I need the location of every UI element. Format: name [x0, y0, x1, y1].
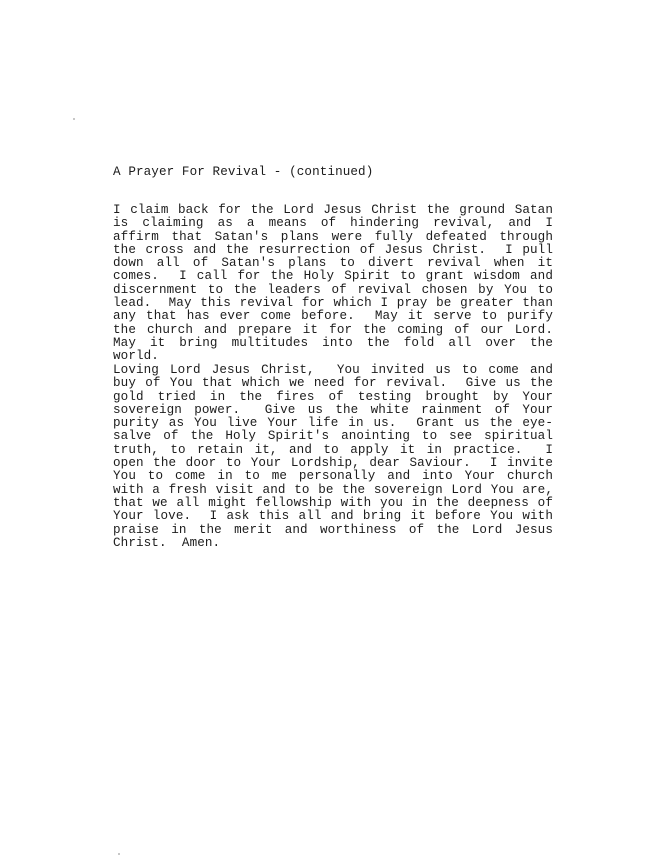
paragraph-line: buy of You that which we need for revival. Give us the	[113, 376, 553, 391]
paragraph-line: comes. I call for the Holy Spirit to grant wisdom and	[113, 269, 553, 284]
paragraph-line: the cross and the resurrection of Jesus Christ. I pull	[113, 242, 553, 257]
paragraph-line: is claiming as a means of hindering revival, and I	[113, 216, 553, 231]
paragraph-line: May it bring multitudes into the fold all over the	[113, 335, 553, 350]
paragraph-line: truth, to retain it, and to apply it in practice. I	[113, 442, 553, 457]
scan-speck	[118, 853, 120, 855]
document-heading: A Prayer For Revival - (continued)	[113, 165, 374, 179]
paragraph-line: open the door to Your Lordship, dear Saviour. I invite	[113, 456, 553, 471]
paragraph-line: gold tried in the fires of testing brought by Your	[113, 389, 553, 404]
paragraph-line: the church and prepare it for the coming of our Lord.	[113, 322, 553, 337]
paragraph-line: discernment to the leaders of revival chosen by You to	[113, 282, 553, 297]
paragraph-line: salve of the Holy Spirit's anointing to see spiritual	[113, 429, 553, 444]
paragraph-1	[113, 204, 553, 364]
paragraph-line: sovereign power. Give us the white rainment of Your	[113, 402, 553, 417]
paragraph-line: down all of Satan's plans to divert revival when it	[113, 256, 553, 271]
paragraph-line: that we all might fellowship with you in the deepness of	[113, 495, 553, 510]
paragraph-line: You to come in to me personally and into Your church	[113, 469, 553, 484]
paragraph-line: world.	[113, 349, 159, 364]
scan-speck	[73, 118, 75, 120]
paragraph-line: with a fresh visit and to be the sovereign Lord You are,	[113, 482, 553, 497]
paragraph-line: Your love. I ask this all and bring it before You with	[113, 509, 553, 524]
paragraph-line: purity as You live Your life in us. Grant us the eye-	[113, 416, 553, 431]
paragraph-2	[113, 364, 553, 550]
paragraph-line: lead. May this revival for which I pray be greater than	[113, 296, 553, 311]
paragraph-line: any that has ever come before. May it serve to purify	[113, 309, 553, 324]
paragraph-line: affirm that Satan's plans were fully defeated through	[113, 229, 553, 244]
paragraph-line: Loving Lord Jesus Christ, You invited us to come and	[113, 363, 553, 377]
paragraph-line: Christ. Amen.	[113, 535, 221, 550]
paragraph-line: praise in the merit and worthiness of the Lord Jesus	[113, 522, 553, 537]
paragraph-line: I claim back for the Lord Jesus Christ the ground Satan	[113, 203, 553, 217]
